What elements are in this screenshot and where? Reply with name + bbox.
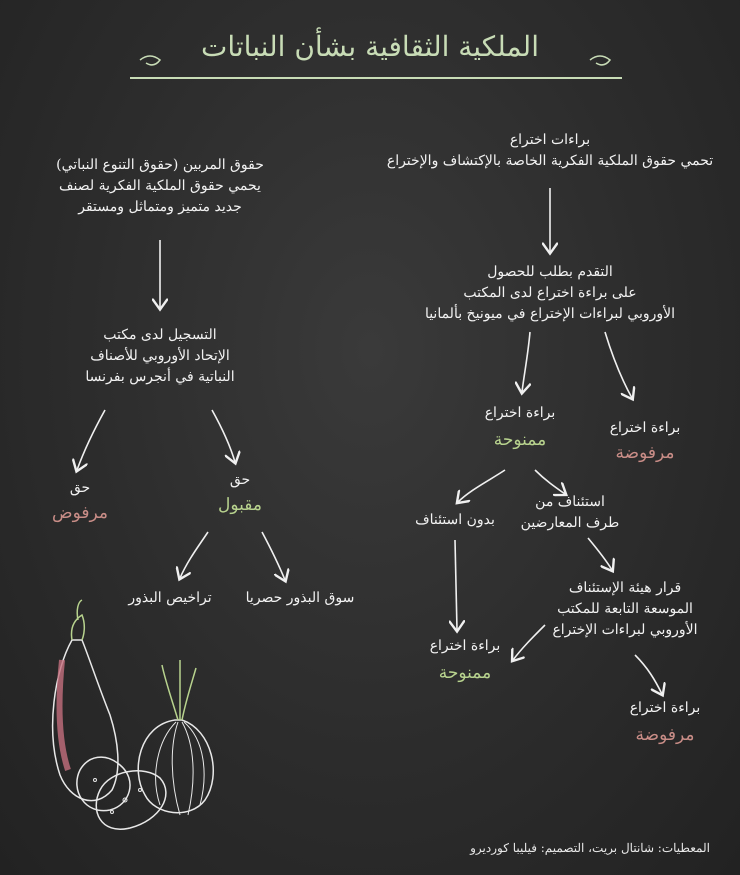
seed-market-node xyxy=(240,588,360,609)
rejected-node xyxy=(35,478,125,524)
apply-line-2: على براءة اختراع لدى المكتب xyxy=(463,285,637,301)
credits: المعطيات: شانتال بريت، التصميم: فيليبا كورديرو xyxy=(470,841,710,855)
no-appeal-node xyxy=(405,510,505,531)
breeder-line-2: يحمي حقوق الملكية الفكرية لصنف xyxy=(59,178,261,194)
arrow-register-to-rejected xyxy=(77,410,105,470)
page-title: الملكية الثقافية بشأن النباتات xyxy=(201,30,539,63)
appeal-node xyxy=(515,492,625,534)
arrow-register-to-accepted xyxy=(212,410,235,462)
arrow-appeal-to-board xyxy=(588,538,612,570)
arrow-board-to-refused xyxy=(635,655,662,694)
apply-node xyxy=(400,262,700,325)
arrow-accepted-to-market xyxy=(262,532,285,580)
final-granted-node xyxy=(410,636,520,684)
appeal-line-1: استئناف من xyxy=(535,494,605,510)
accepted-label: حق xyxy=(229,472,251,488)
register-line-3: النباتية في أنجرس بفرنسا xyxy=(85,369,235,385)
granted-node xyxy=(460,403,580,451)
seed-licenses-text: تراخيص البذور xyxy=(128,590,212,606)
breeder-node xyxy=(20,155,300,218)
arrow-accepted-to-licenses xyxy=(180,532,208,578)
arrow-apply-to-granted xyxy=(522,332,530,392)
board-node xyxy=(540,578,710,641)
board-line-2: الموسعة التابعة للمكتب xyxy=(557,601,693,617)
arrow-noappeal-to-final xyxy=(455,540,457,630)
final-granted-label: براءة اختراع xyxy=(429,638,501,654)
appeal-line-2: طرف المعارضين xyxy=(520,515,620,531)
rejected-label: حق xyxy=(69,480,91,496)
refused-status: مرفوضة xyxy=(615,443,675,463)
refused-node xyxy=(590,418,700,464)
no-appeal-text: بدون استئناف xyxy=(415,512,495,528)
arrow-granted-to-appeal xyxy=(535,470,565,494)
final-granted-status: ممنوحة xyxy=(438,663,492,683)
breeder-line-1: حقوق المربين (حقوق التنوع النباتي) xyxy=(56,157,264,173)
arrow-apply-to-refused xyxy=(605,332,632,398)
accepted-status: مقبول xyxy=(218,495,262,515)
rejected-status: مرفوض xyxy=(52,503,108,523)
register-line-2: الإتحاد الأوروبي للأصناف xyxy=(90,348,230,364)
apply-line-1: التقدم بطلب للحصول xyxy=(487,264,613,280)
patents-description: تحمي حقوق الملكية الفكرية الخاصة بالإكتشاف والإختراع xyxy=(386,153,714,169)
accepted-node xyxy=(200,470,280,516)
board-line-3: الأوروبي لبراءات الإختراع xyxy=(552,622,698,638)
seed-licenses-node xyxy=(115,588,225,609)
refused-label: براءة اختراع xyxy=(609,420,681,436)
board-line-1: قرار هيئة الإستئناف xyxy=(568,580,682,596)
vegetables-illustration xyxy=(53,600,214,829)
register-node xyxy=(60,325,260,388)
seed-market-text: سوق البذور حصريا xyxy=(245,590,355,606)
breeder-line-3: جديد متميز ومتماثل ومستقر xyxy=(78,199,242,215)
arrow-granted-to-noappeal xyxy=(458,470,505,502)
patents-title: براءات اختراع xyxy=(509,132,591,148)
final-refused-status: مرفوضة xyxy=(635,725,695,745)
final-refused-node xyxy=(610,698,720,746)
register-line-1: التسجيل لدى مكتب xyxy=(103,327,217,343)
patents-node xyxy=(380,130,720,172)
final-refused-label: براءة اختراع xyxy=(629,700,701,716)
apply-line-3: الأوروبي لبراءات الإختراع في ميونيخ بألمانيا xyxy=(424,306,676,322)
granted-label: براءة اختراع xyxy=(484,405,556,421)
granted-status: ممنوحة xyxy=(493,430,547,450)
